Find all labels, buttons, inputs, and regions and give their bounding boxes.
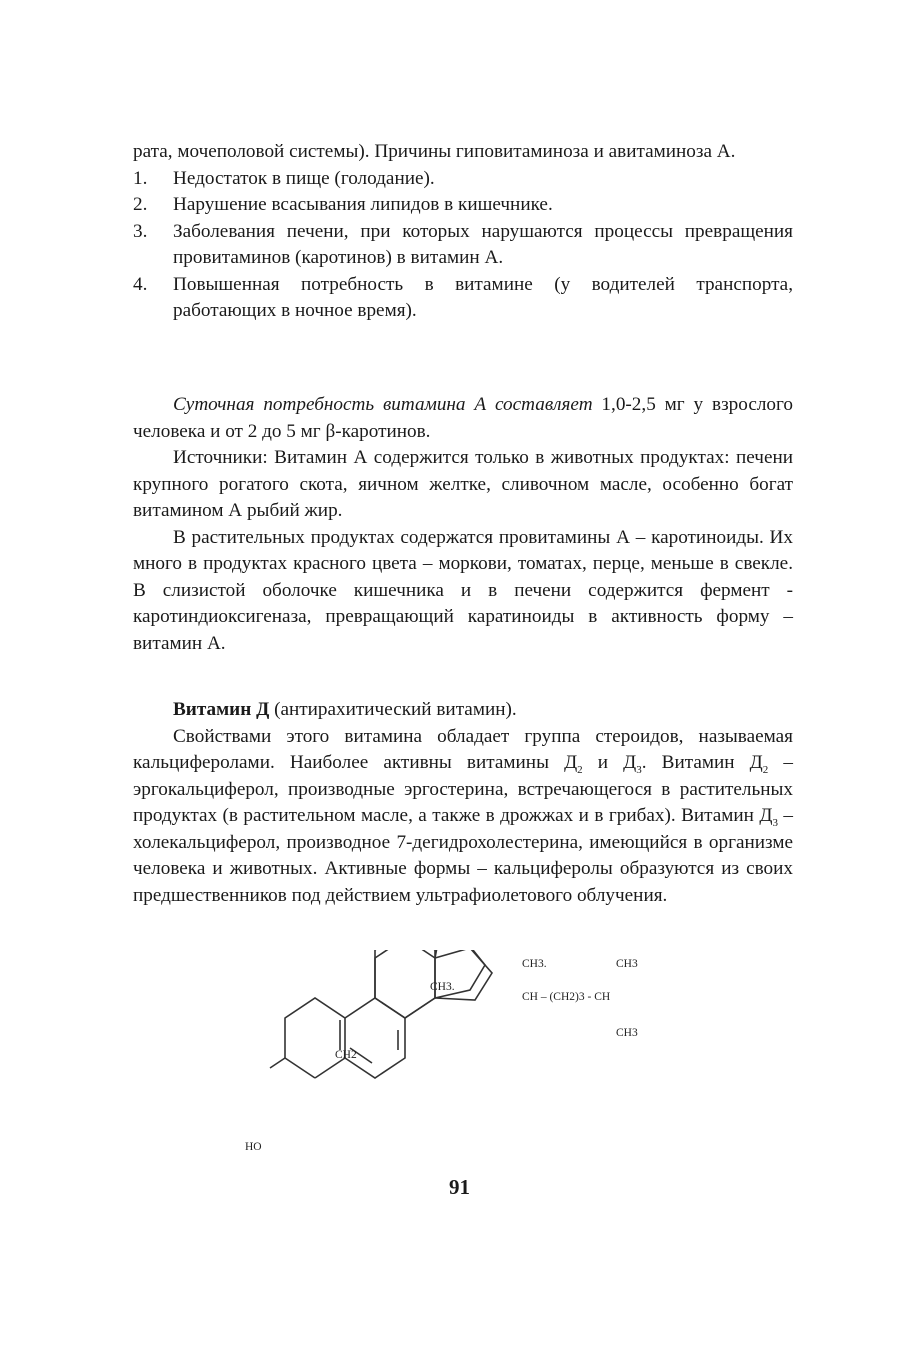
plants-paragraph: В растительных продуктах содержатся провитамины А – каротиноиды. Их много в продуктах красного цвета – моркови, томатах, перце, меньше в свекле. В слизистой оболочке кишечника и в печени содержится фермент - каротиндиоксигеназа, превращающий каратиноиды в активность форму – витамин А.	[133, 526, 793, 654]
formula-ch3-right: CH3	[616, 958, 638, 970]
list-item: 2. Нарушение всасывания липидов в кишечнике.	[133, 194, 553, 215]
formula-ch2: CH2	[335, 1049, 357, 1061]
causes-title: Причины гиповитаминоза и авитаминоза А.	[374, 141, 736, 162]
formula-ch3-ring: CH3.	[430, 981, 455, 993]
vitamin-d-section	[133, 697, 793, 909]
vitamin-d-title: Витамин Д	[173, 699, 270, 720]
daily-need-paragraph	[133, 392, 793, 445]
list-item: 1. Недостаток в пище (голодание).	[133, 167, 435, 189]
daily-need-rest: 1,0-2,5 мг у взрослого человека и от 2 до 5 мг β-каротинов.	[133, 394, 793, 442]
formula-ho: HO	[245, 1141, 262, 1153]
intro-paragraph	[133, 139, 793, 325]
intro-lead: рата, мочеполовой системы).	[133, 141, 370, 162]
formula-ch3-bottom: CH3	[616, 1027, 638, 1039]
list-item: 3. Заболевания печени, при которых нарушаются процессы превращения провитаминов (каротинов) в витамин А.	[133, 220, 793, 268]
daily-need-italic: Суточная потребность витамина А составляет	[173, 394, 593, 415]
causes-list	[133, 166, 793, 325]
vitamin-d-structural-formula	[230, 950, 710, 1170]
sources-paragraph: Источники: Витамин А содержится только в животных продуктах: печени крупного рогатого скота, яичном желтке, сливочном масле, особенно богат витамином А рыбий жир.	[133, 447, 793, 521]
formula-ch3-left: CH3.	[522, 958, 547, 970]
vitamin-d-paragraph: Свойствами этого витамина обладает группа стероидов, называемая кальциферолами. Наиболее активны витамины $Д_2$ и $Д_3$. Витамин $Д_2$ – эргокальциферол, производные эргостерина, встречающегося в растительных продуктах (в растительном масле, а также в дрожжах и в грибах). Витамин $Д_3$ – холекальциферол, производное 7-дегидрохолестерина, имеющийся в организме человека и животных. Активные формы – кальциферолы образуются из своих предшественников под действием ультрафиолетового облучения.	[133, 725, 794, 906]
list-item: 4. Повышенная потребность в витамине (у водителей транспорта, работающих в ночное время).	[133, 273, 793, 321]
page-number: 91	[449, 1175, 470, 1199]
vitamin-d-subtitle: (антирахитический витамин).	[269, 699, 517, 720]
formula-side-chain: CH – (CH2)3 - CH	[522, 991, 611, 1003]
vitamin-a-section	[133, 392, 793, 657]
